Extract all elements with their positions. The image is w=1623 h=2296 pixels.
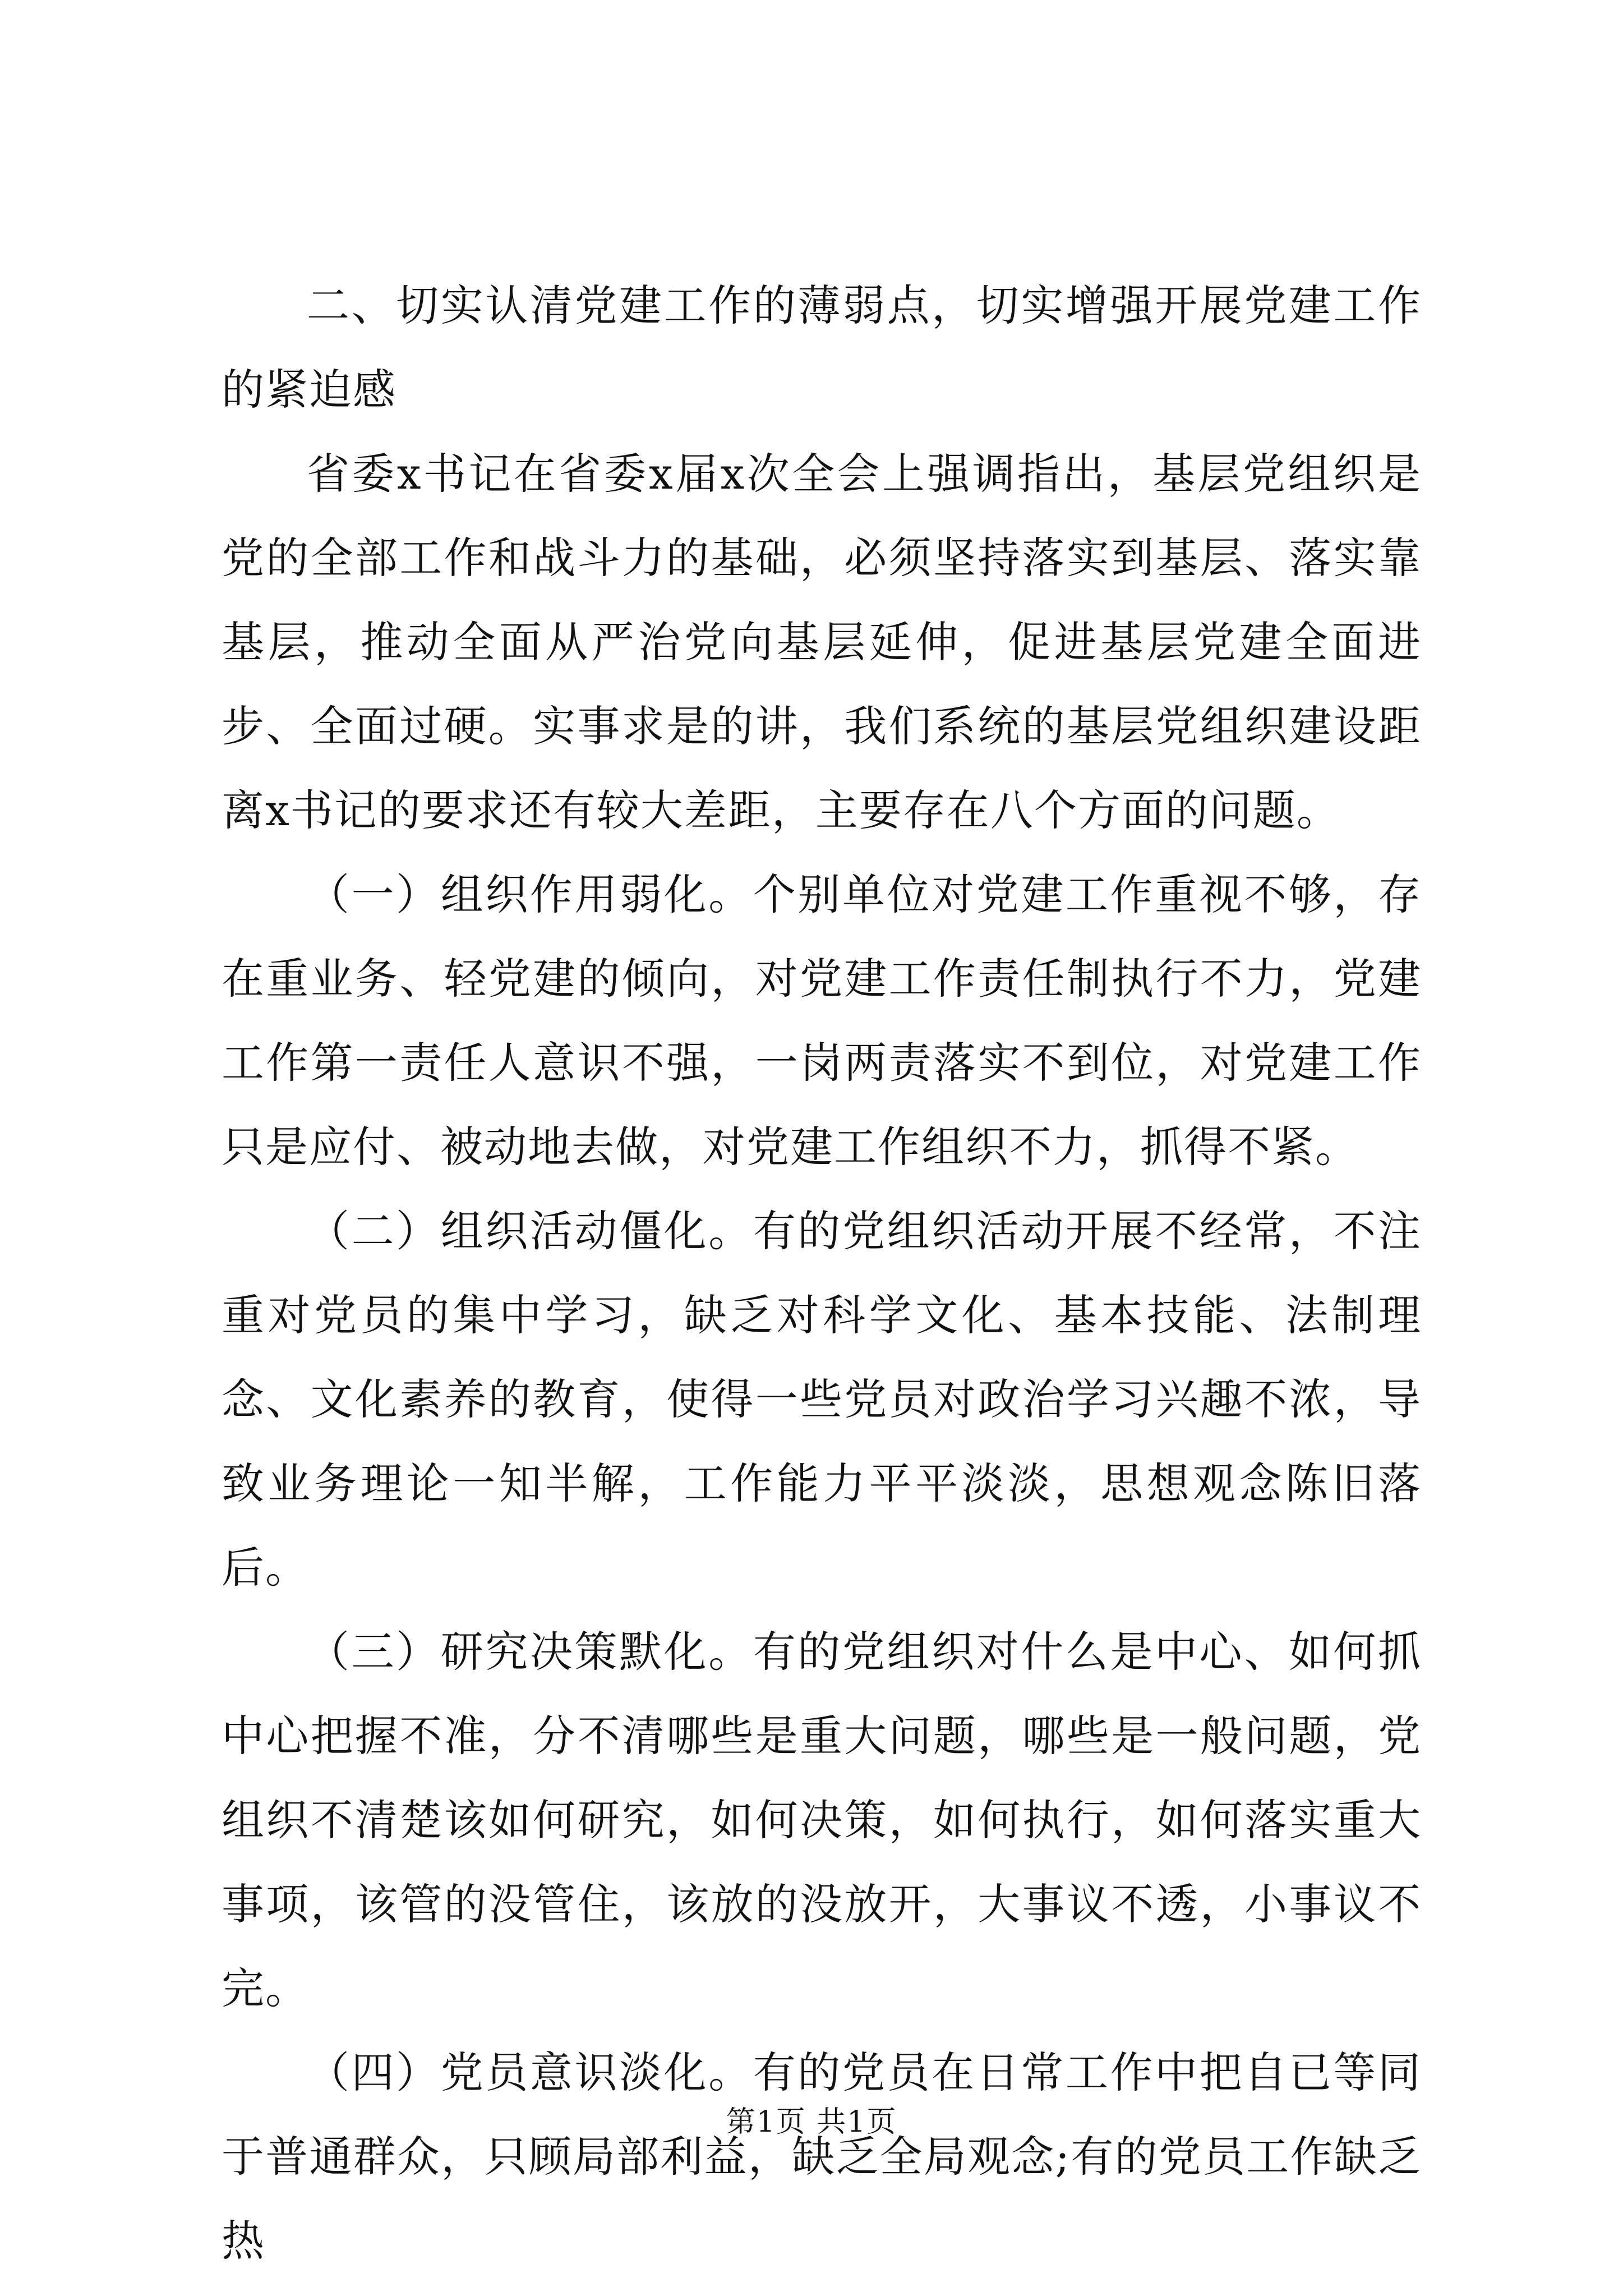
page-number-footer: 第1页 共1页	[726, 2105, 897, 2139]
document-body	[222, 264, 1422, 2283]
paragraph-intro: 省委x书记在省委x届x次全会上强调指出，基层党组织是党的全部工作和战斗力的基础，必须坚持落实到基层、落实靠基层，推动全面从严治党向基层延伸，促进基层党建全面进步、全面过硬。实事求是的讲，我们系统的基层党组织建设距离x书记的要求还有较大差距，主要存在八个方面的问题。	[222, 449, 1422, 835]
paragraph-item-3: （三）研究决策默化。有的党组织对什么是中心、如何抓中心把握不准，分不清哪些是重大问题，哪些是一般问题，党组织不清楚该如何研究，如何决策，如何执行，如何落实重大事项，该管的没管住，该放的没放开，大事议不透，小事议不完。	[222, 1627, 1422, 2013]
section-heading: 二、切实认清党建工作的薄弱点，切实增强开展党建工作的紧迫感	[222, 280, 1422, 415]
paragraph-item-4: （四）党员意识淡化。有的党员在日常工作中把自已等同于普通群众，只顾局部利益，缺乏全局观念;有的党员工作缺乏热	[222, 2047, 1422, 2266]
paragraph-item-2: （二）组织活动僵化。有的党组织活动开展不经常，不注重对党员的集中学习，缺乏对科学文化、基本技能、法制理念、文化素养的教育，使得一些党员对政治学习兴趣不浓，导致业务理论一知半解，工作能力平平淡淡，思想观念陈旧落后。	[222, 1206, 1422, 1593]
paragraph-item-1: （一）组织作用弱化。个别单位对党建工作重视不够，存在重业务、轻党建的倾向，对党建工作责任制执行不力，党建工作第一责任人意识不强，一岗两责落实不到位，对党建工作只是应付、被动地去做，对党建工作组织不力，抓得不紧。	[222, 869, 1422, 1172]
